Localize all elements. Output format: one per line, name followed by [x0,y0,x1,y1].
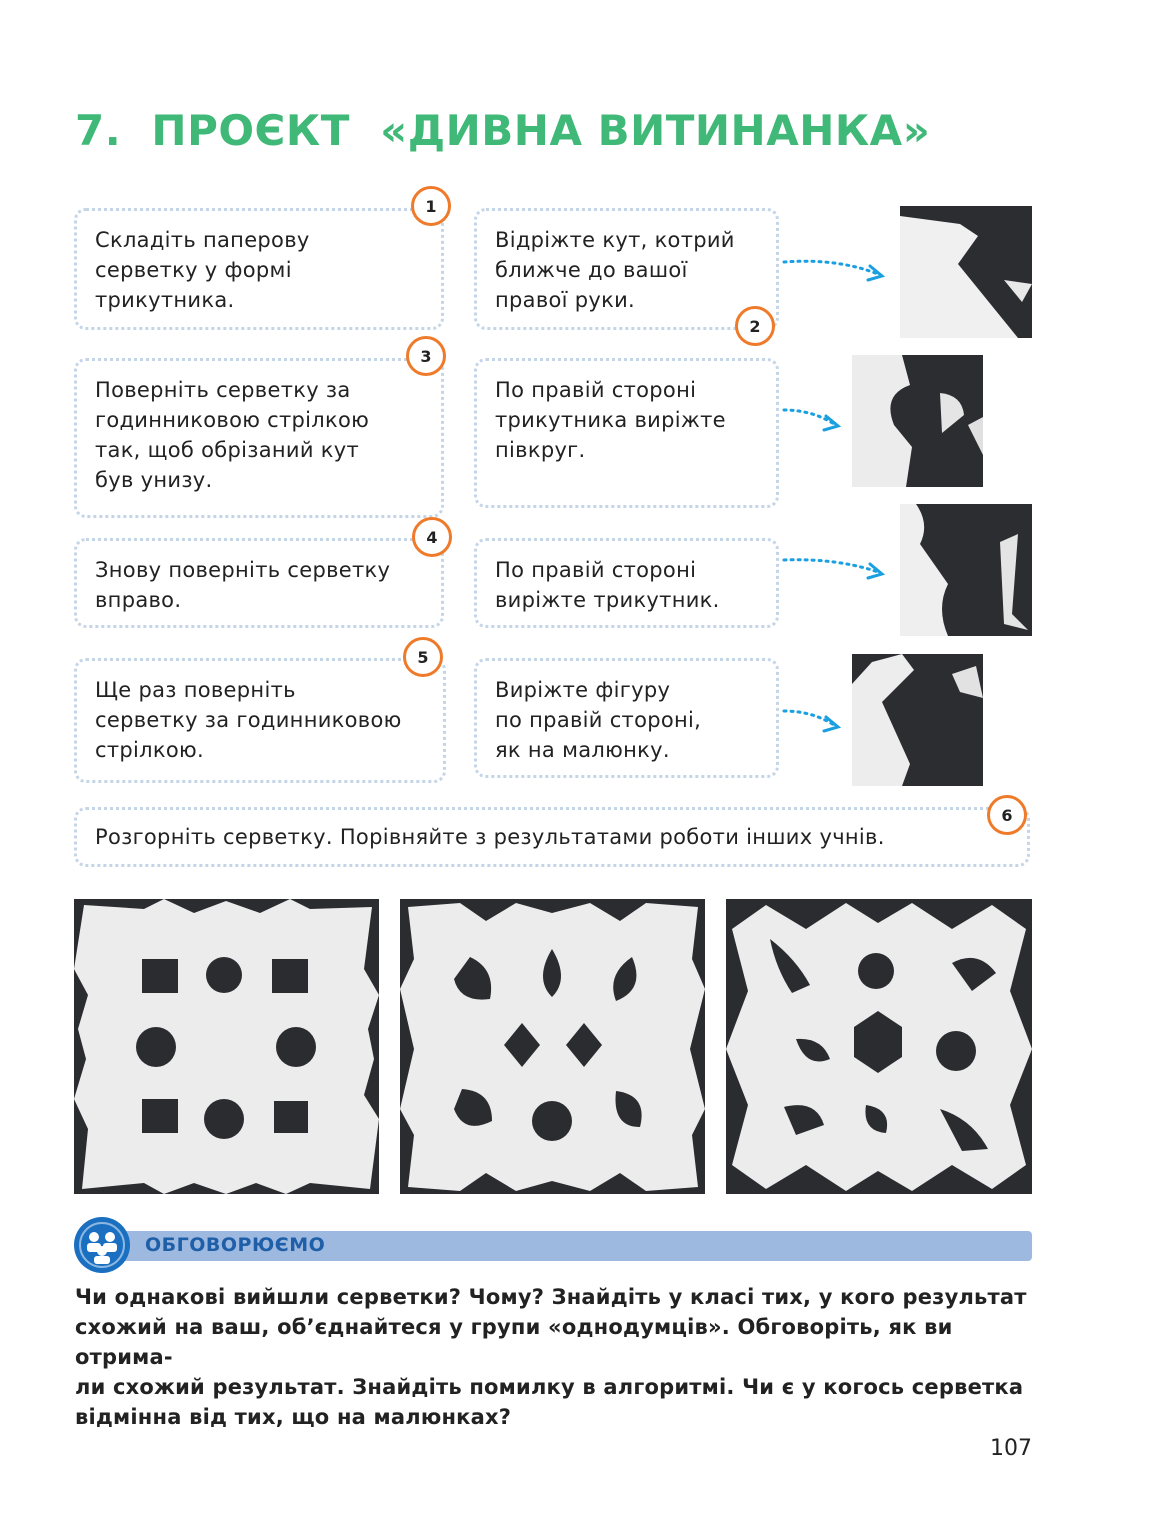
step-4-photo [900,504,1032,636]
step-2-photo [900,206,1032,338]
step-6-text: Розгорніть серветку. Порівняйте з результатами роботи інших учнів. [95,825,885,849]
discussion-label: ОБГОВОРЮЄМО [145,1234,326,1256]
step-2-badge: 2 [735,306,775,346]
result-photo-1 [74,899,379,1194]
step-5-text: Ще раз поверніть серветку за годинниковою стрілкою. [95,678,402,762]
step-4b-text: По правій стороні виріжте трикутник. [495,558,720,612]
step-3-photo [852,355,983,487]
step-1-badge: 1 [411,186,451,226]
step-4b-box [474,538,779,628]
step-3-badge: 3 [406,336,446,376]
step-1-box [74,208,444,330]
page-title: 7. ПРОЄКТ «ДИВНА ВИТИНАНКА» [75,106,931,155]
dotted-arrow-icon [782,552,892,588]
step-5b-box [474,658,779,778]
page-number: 107 [990,1436,1032,1461]
group-discussion-icon [74,1217,130,1273]
step-3b-text: По правій стороні трикутника виріжте півкруг. [495,378,726,462]
result-photo-2 [400,899,705,1194]
step-5-photo [852,654,983,786]
step-3-text: Поверніть серветку за годинниковою стрілкою так, щоб обрізаний кут був унизу. [95,378,370,492]
step-2-box [474,208,779,330]
step-5-box [74,658,446,783]
step-4-text: Знову поверніть серветку вправо. [95,558,391,612]
step-4-box [74,538,444,628]
result-photo-3 [726,899,1032,1194]
step-1-text: Складіть паперову серветку у формі трикутника. [95,228,310,312]
dotted-arrow-icon [782,250,892,290]
discussion-text: Чи однакові вийшли серветки? Чому? Знайдіть у класі тих, у кого результат схожий на ваш, об’єднайтеся у групи «однодумців». Обговоріть, як ви отрима- ли схожий результат. Знайдіть помилку в алгоритмі. Чи є у когось серветка відмінна від тих, що на малюнках? [75,1285,1027,1429]
step-2-text: Відріжте кут, котрий ближче до вашої правої руки. [495,228,735,312]
dotted-arrow-icon [782,402,842,436]
step-3-box [74,358,444,518]
step-4-badge: 4 [412,517,452,557]
step-6-box [74,807,1030,867]
step-5-badge: 5 [403,637,443,677]
dotted-arrow-icon [782,703,842,737]
step-5b-text: Виріжте фігуру по правій стороні, як на малюнку. [495,678,702,762]
step-3b-box [474,358,779,508]
step-6-badge: 6 [987,795,1027,835]
